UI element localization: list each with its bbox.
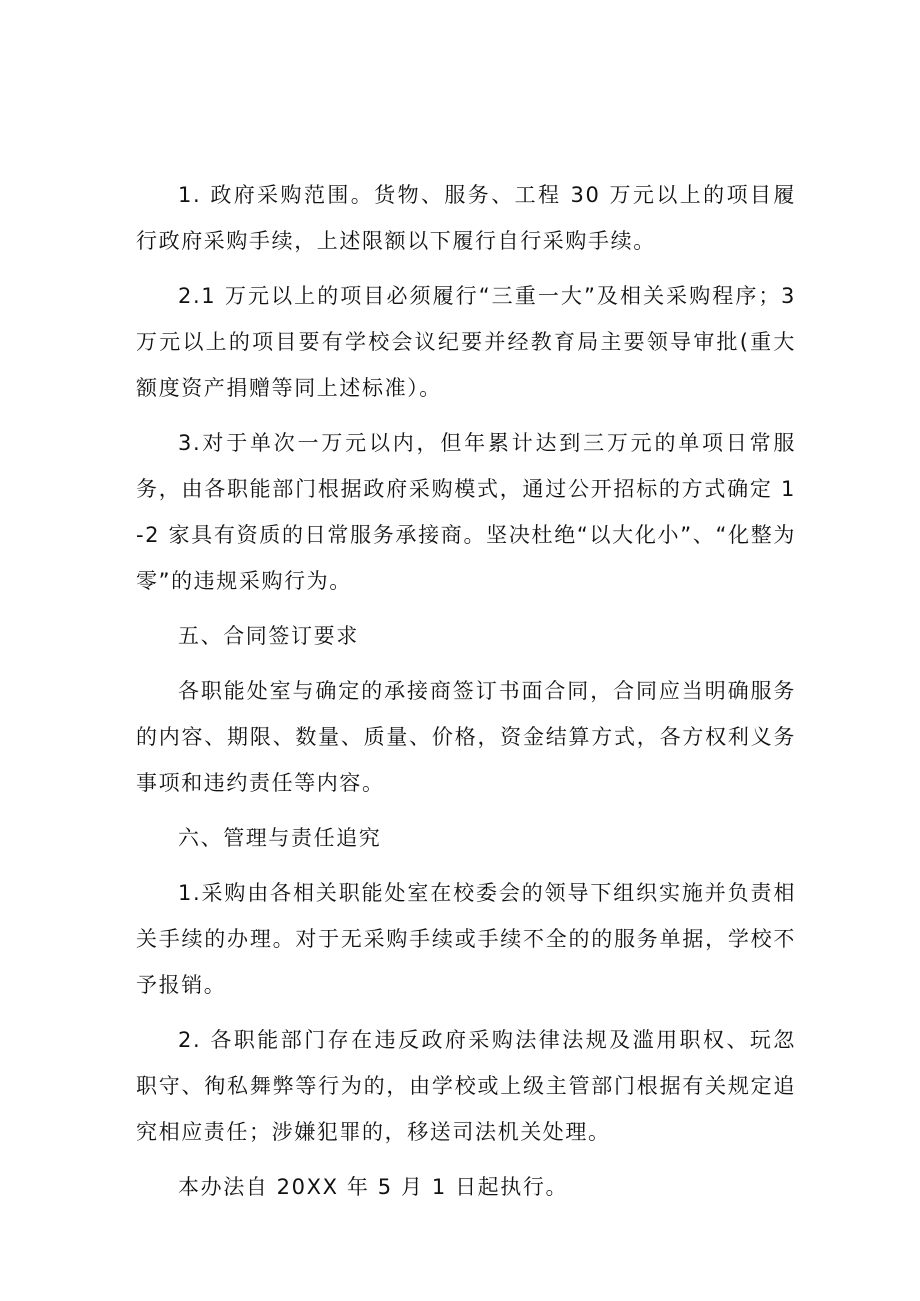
- section-heading-management: 六、管理与责任追究: [178, 826, 382, 850]
- paragraph-daily-service: 3.对于单次一万元以内，但年累计达到三万元的单项日常服务，由各职能部门根据政府采购模式，通过公开招标的方式确定 1-2 家具有资质的日常服务承接商。坚决杜绝“以大化小”、“化整为零”的违规采购行为。: [136, 431, 796, 593]
- paragraph-effective-date: 本办法自 20XX 年 5 月 1 日起执行。: [178, 1175, 569, 1199]
- paragraph-contract-requirements: 各职能处室与确定的承接商签订书面合同，合同应当明确服务的内容、期限、数量、质量、价格，资金结算方式，各方权利义务事项和违约责任等内容。: [136, 679, 796, 795]
- paragraph-approval-threshold: 2.1 万元以上的项目必须履行“三重一大”及相关采购程序；3 万元以上的项目要有学校会议纪要并经教育局主要领导审批(重大额度资产捐赠等同上述标准）。: [136, 284, 796, 400]
- section-heading-contract: 五、合同签订要求: [178, 624, 359, 648]
- paragraph-management-1: 1.采购由各相关职能处室在校委会的领导下组织实施并负责相关手续的办理。对于无采购手续或手续不全的的服务单据，学校不予报销。: [136, 881, 796, 997]
- paragraph-procurement-scope: 1. 政府采购范围。货物、服务、工程 30 万元以上的项目履行政府采购手续，上述限额以下履行自行采购手续。: [136, 183, 796, 253]
- paragraph-management-2: 2. 各职能部门存在违反政府采购法律法规及滥用职权、玩忽职守、徇私舞弊等行为的，由学校或上级主管部门根据有关规定追究相应责任；涉嫌犯罪的，移送司法机关处理。: [136, 1028, 796, 1144]
- document-body: [136, 172, 796, 1219]
